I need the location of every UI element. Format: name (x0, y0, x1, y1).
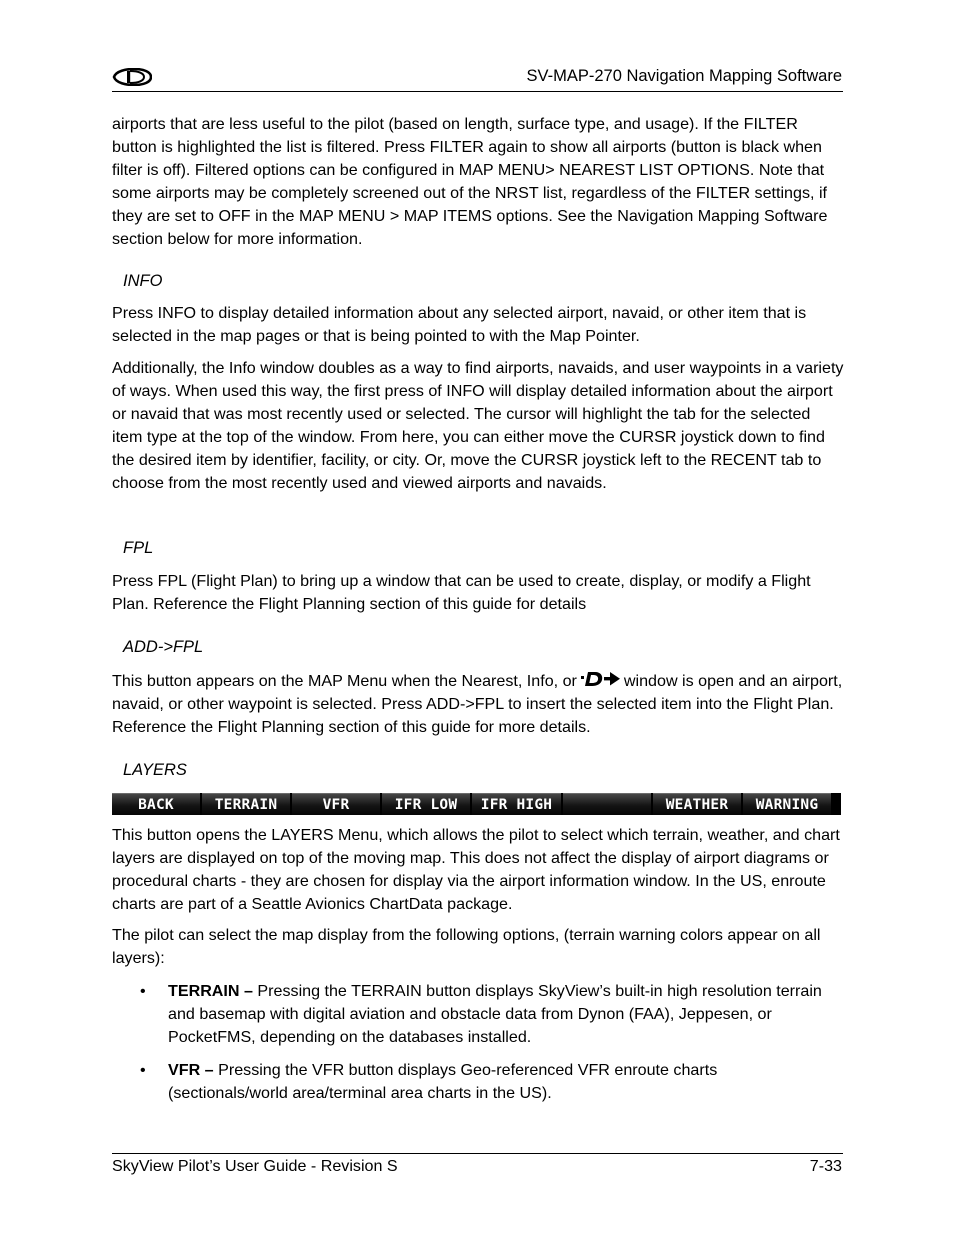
layers-paragraph-1: This button opens the LAYERS Menu, which allows the pilot to select which terrain, weather, and chart layers are displayed on top of the moving map. This does not affect the display of airport diagrams or procedural charts - they are chosen for display via the airport information window. In the US, enroute charts are part of a Seattle Avionics ChartData package. (112, 826, 840, 913)
heading-add-fpl: ADD->FPL (123, 638, 204, 656)
intro-paragraph: airports that are less useful to the pilot (based on length, surface type, and usage). If the FILTER button is highlighted the list is filtered. Press FILTER again to show all airports (button is black when filter is off). Filtered options can be configured in MAP MENU> NEAREST LIST OPTIONS. Note that some airports may be completely screened out of the NRST list, regardless of the FILTER settings, if they are set to OFF in the MAP MENU > MAP ITEMS options. See the Navigation Mapping Software section below for more information. (112, 115, 828, 248)
heading-fpl: FPL (123, 539, 154, 557)
layers-paragraph-2: The pilot can select the map display from the following options, (terrain warning colors appear on all layers): (112, 926, 821, 967)
heading-info: INFO (123, 272, 163, 290)
bullet-vfr (168, 1059, 828, 1105)
bullet-marker: • (140, 982, 146, 1000)
bullet-body: Pressing the TERRAIN button displays SkyView’s built-in high resolution terrain and basemap with digital aviation and obstacle data from Dynon (FAA), Jeppesen, or PocketFMS, depending on the databases installed. (168, 982, 822, 1046)
back-button[interactable]: BACK (112, 793, 200, 815)
ifr-low-button[interactable]: IFR LOW (382, 793, 470, 815)
blank-button[interactable] (563, 793, 651, 815)
bullet-term: TERRAIN – (168, 982, 253, 1000)
terrain-button[interactable]: TERRAIN (202, 793, 290, 815)
info-paragraph-2: Additionally, the Info window doubles as a way to find airports, navaids, and user waypoints in a variety of ways. When used this way, the first press of INFO will display detailed information about the airport or navaid that was most recently used or selected. The cursor will highlight the tab for the selected item type at the top of the window. From here, you can either move the CURSR joystick down to find the desired item by identifier, facility, or city. Or, move the CURSR joystick left to the RECENT tab to choose from the most recently used and viewed airports and navaids. (112, 359, 844, 492)
page-number: 7-33 (809, 1157, 842, 1175)
header-title: SV-MAP-270 Navigation Mapping Software (526, 67, 842, 85)
add-fpl-paragraph (112, 670, 844, 739)
dynon-logo (112, 68, 152, 86)
page-footer (112, 1153, 843, 1175)
vfr-button[interactable]: VFR (292, 793, 380, 815)
add-fpl-text-a: This button appears on the MAP Menu when the Nearest, Info, or (112, 672, 577, 690)
warning-button[interactable]: WARNING (743, 793, 831, 815)
footer-guide-title: SkyView Pilot’s User Guide - Revision S (112, 1157, 398, 1175)
fpl-paragraph: Press FPL (Flight Plan) to bring up a window that can be used to create, display, or modify a Flight Plan. Reference the Flight Planning section of this guide for details (112, 572, 811, 613)
ifr-high-button[interactable]: IFR HIGH (472, 793, 561, 815)
bullet-term: VFR – (168, 1061, 214, 1079)
bullet-marker: • (140, 1061, 146, 1079)
heading-layers: LAYERS (123, 761, 187, 779)
page-header (112, 66, 843, 92)
info-paragraph-1: Press INFO to display detailed information about any selected airport, navaid, or other item that is selected in the map pages or that is being pointed to with the Map Pointer. (112, 304, 807, 345)
layers-menu-bar (112, 793, 841, 815)
bullet-terrain (168, 980, 828, 1049)
weather-button[interactable]: WEATHER (653, 793, 741, 815)
bullet-body: Pressing the VFR button displays Geo-referenced VFR enroute charts (sectionals/world area/terminal area charts in the US). (168, 1061, 718, 1102)
add-fpl-text-b: window is open and an airport, navaid, or other waypoint is selected. Press ADD->FPL to insert the selected item into the Flight Plan. Reference the Flight Planning section of this guide for more details. (112, 672, 843, 736)
direct-to-icon (581, 670, 621, 688)
